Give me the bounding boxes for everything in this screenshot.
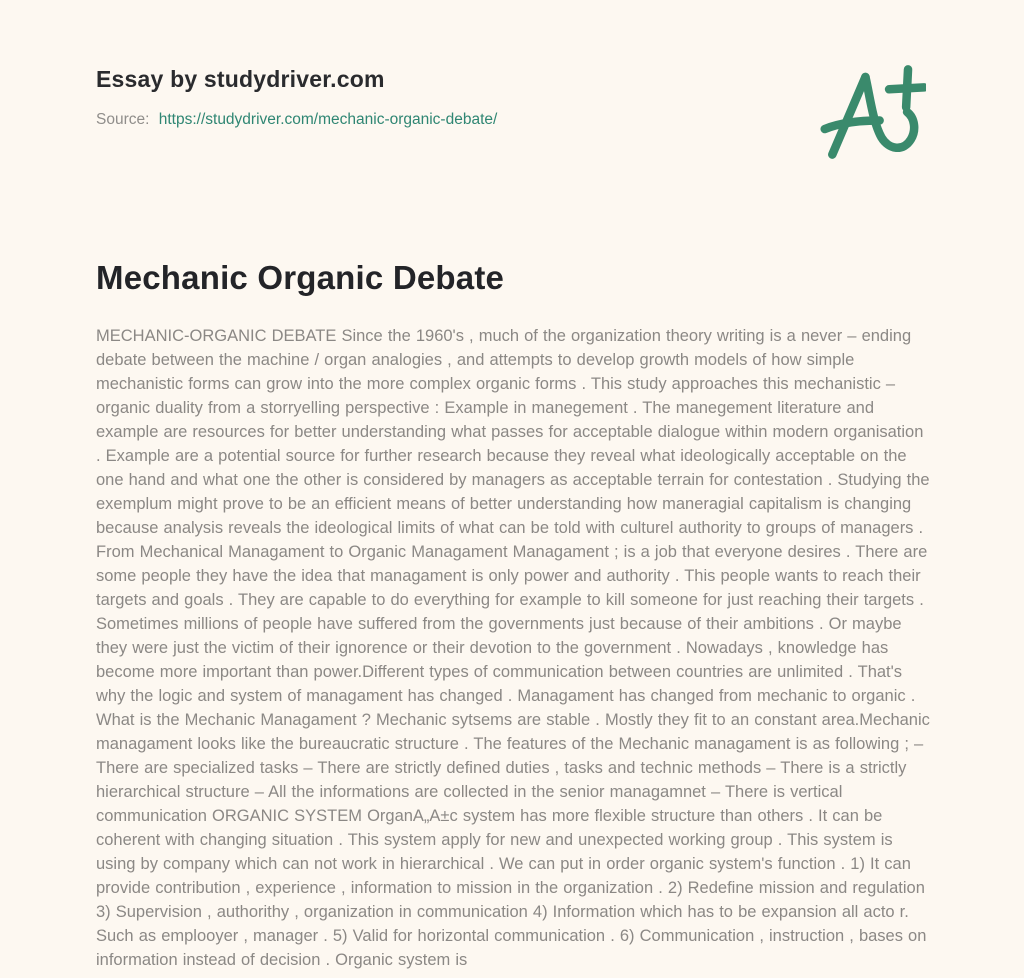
- source-link[interactable]: https://studydriver.com/mechanic-organic-debate/: [158, 111, 498, 128]
- page-header: [96, 66, 928, 163]
- source-label: Source:: [96, 111, 150, 128]
- essay-body-text: MECHANIC-ORGANIC DEBATE Since the 1960's , much of the organization theory writing is a never – ending debate between the machine / organ analogies , and attempts to develop growth models of how simple mechanistic forms can grow into the more complex organic forms . This study approaches this mechanistic – organic duality from a storryelling perspective : Example in manegement . The manegement literature and example are resources for better understanding what passes for acceptable dialogue within modern organisation . Example are a potential source for further research because they reveal what ideologically acceptable on the one hand and what one the other is considered by managers as acceptable terrain for contestation . Studying the exemplum might prove to be an efficient means of better understanding how maneragial capitalism is changing because analysis reveals the ideological limits of what can be told with culturel authority to groups of managers . From Mechanical Managament to Organic Managament Managament ; is a job that everyone desires . There are some people they have the idea that managament is only power and authority . This people wants to reach their targets and goals . They are capable to do everything for example to kill someone for just reaching their targets . Sometimes millions of people have suffered from the governments just because of their ambitions . Or maybe they were just the victim of their ignorence or their devotion to the government . Nowadays , knowledge has become more important than power.Different types of communication between countries are unlimited . That's why the logic and system of managament has changed . Managament has changed from mechanic to organic . What is the Mechanic Managament ? Mechanic sytsems are stable . Mostly they fit to an constant area.Mechanic managament looks like the bureaucratic structure . The features of the Mechanic managament is as following ; – There are specialized tasks – There are strictly defined duties , tasks and technic methods – There is a strictly hierarchical structure – All the informations are collected in the senior managamnet – There is vertical communication ORGANIC SYSTEM OrganA„A±c system has more flexible structure than others . It can be coherent with changing situation . This system apply for new and unexpected working group . This system is using by company which can not work in hierarchical . We can put in order organic system's function . 1) It can provide contribution , experience , information to mission in the organization . 2) Redefine mission and regulation 3) Supervision , authorithy , organization in communication 4) Information which has to be expansion all acto r. Such as emplooyer , manager . 5) Valid for horizontal communication . 6) Communication , instruction , bases on information instead of decision . Organic system is: [96, 327, 930, 969]
- site-title: Essay by studydriver.com: [96, 66, 385, 92]
- header-text-block: [96, 66, 497, 129]
- essay-title: Mechanic Organic Debate: [96, 259, 505, 296]
- aplus-logo-icon: [820, 61, 926, 163]
- source-line: [96, 111, 497, 129]
